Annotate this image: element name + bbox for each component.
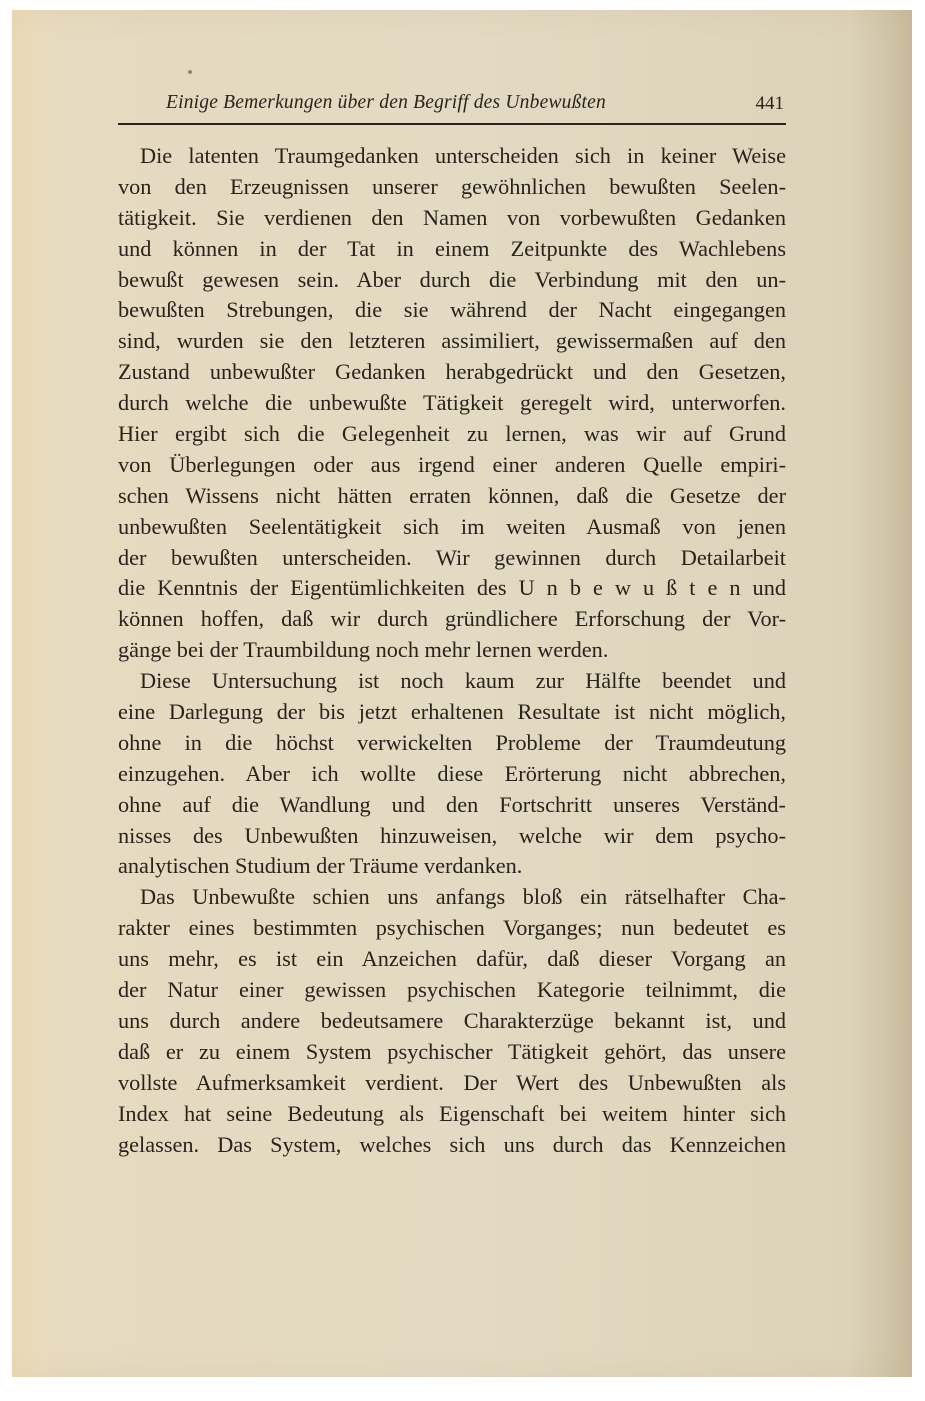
text-line: ohne in die höchst verwickelten Probleme der Traumdeutung xyxy=(118,729,786,755)
text-line: uns durch andere bedeutsamere Charakterzüge bekannt ist, und xyxy=(118,1007,786,1033)
text-line: nisses des Unbewußten hinzuweisen, welche wir dem psycho- xyxy=(118,822,786,848)
page-number: 441 xyxy=(755,93,784,114)
text-line: daß er zu einem System psychischer Tätigkeit gehört, das unsere xyxy=(118,1038,786,1064)
paragraph-1 xyxy=(118,141,786,666)
ink-speck xyxy=(188,70,192,74)
text-line: vollste Aufmerksamkeit verdient. Der Wert des Unbewußten als xyxy=(118,1069,786,1095)
text-line: von den Erzeugnissen unserer gewöhnlichen bewußten Seelen- xyxy=(118,173,786,199)
text-line: uns mehr, es ist ein Anzeichen dafür, daß dieser Vorgang an xyxy=(118,946,786,972)
text-line: Hier ergibt sich die Gelegenheit zu lernen, was wir auf Grund xyxy=(118,421,786,447)
text-line: einzugehen. Aber ich wollte diese Erörterung nicht abbrechen, xyxy=(118,760,786,786)
text-line: rakter eines bestimmten psychischen Vorganges; nun bedeutet es xyxy=(118,915,786,941)
text-line: können hoffen, daß wir durch gründlichere Erforschung der Vor- xyxy=(118,606,786,632)
text-line: Das Unbewußte schien uns anfangs bloß ein rätselhafter Cha- xyxy=(140,884,786,910)
text-line: der bewußten unterscheiden. Wir gewinnen durch Detailarbeit xyxy=(118,544,786,570)
text-line: gänge bei der Traumbildung noch mehr lernen werden. xyxy=(118,637,609,663)
text-line: unbewußten Seelentätigkeit sich im weiten Ausmaß von jenen xyxy=(118,513,786,539)
text-line: Index hat seine Bedeutung als Eigenschaft bei weitem hinter sich xyxy=(118,1100,786,1126)
text-line: und können in der Tat in einem Zeitpunkte des Wachlebens xyxy=(118,235,786,261)
text-line: die Kenntnis der Eigentümlichkeiten des U n b e w u ß t e n und xyxy=(118,575,786,601)
text-line: Die latenten Traumgedanken unterscheiden sich in keiner Weise xyxy=(140,143,786,168)
text-line: analytischen Studium der Träume verdanken. xyxy=(118,853,523,879)
text-line: eine Darlegung der bis jetzt erhaltenen Resultate ist nicht möglich, xyxy=(118,699,786,725)
text-line: von Überlegungen oder aus irgend einer anderen Quelle empiri- xyxy=(118,451,786,477)
text-line: schen Wissens nicht hätten erraten können, daß die Gesetze der xyxy=(118,482,786,508)
text-line: durch welche die unbewußte Tätigkeit geregelt wird, unterworfen. xyxy=(118,390,786,416)
text-line: bewußten Strebungen, die sie während der Nacht eingegangen xyxy=(118,297,786,323)
header-rule xyxy=(118,123,786,125)
text-line: der Natur einer gewissen psychischen Kategorie teilnimmt, die xyxy=(118,977,786,1003)
book-page xyxy=(12,10,912,1377)
running-title: Einige Bemerkungen über den Begriff des Unbewußten xyxy=(166,92,606,113)
paragraph-2 xyxy=(118,666,786,882)
text-line: sind, wurden sie den letzteren assimiliert, gewissermaßen auf den xyxy=(118,328,786,354)
text-line: bewußt gewesen sein. Aber durch die Verbindung mit den un- xyxy=(118,266,786,292)
text-line: tätigkeit. Sie verdienen den Namen von vorbewußten Gedanken xyxy=(118,204,786,230)
running-head xyxy=(118,92,786,122)
text-line: Zustand unbewußter Gedanken herabgedrückt und den Gesetzen, xyxy=(118,359,786,385)
text-line: ohne auf die Wandlung und den Fortschritt unseres Verständ- xyxy=(118,791,786,817)
paragraph-3 xyxy=(118,882,786,1160)
text-line: gelassen. Das System, welches sich uns durch das Kennzeichen xyxy=(118,1131,786,1157)
body-text xyxy=(118,141,786,1160)
text-line: Diese Untersuchung ist noch kaum zur Hälfte beendet und xyxy=(140,668,786,694)
